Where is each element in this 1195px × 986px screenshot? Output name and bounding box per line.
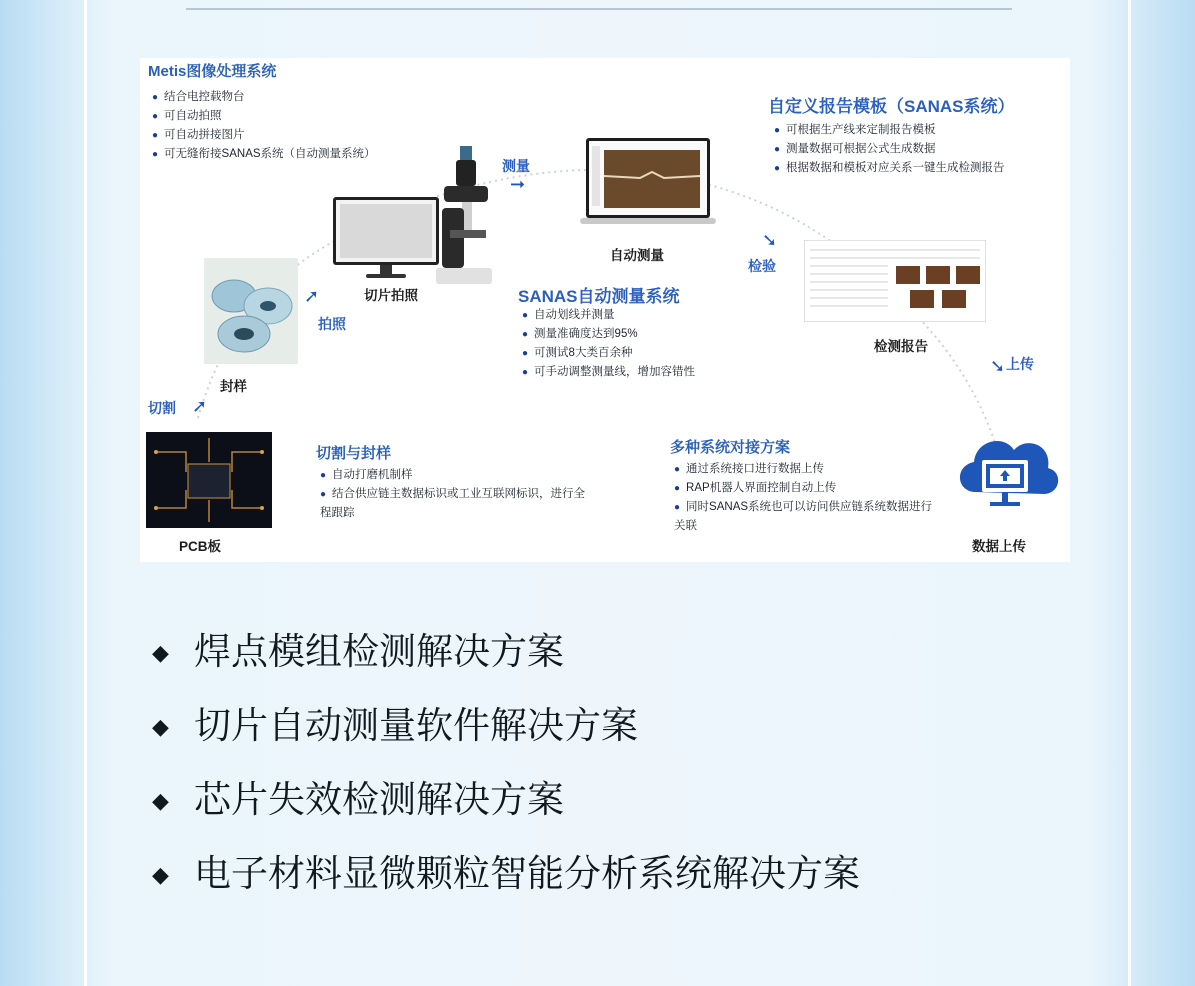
report-template-item: ● 可根据生产线来定制报告模板 [774, 121, 1005, 140]
sanas-item: ● 可手动调整测量线，增加容错性 [522, 363, 695, 382]
left-frame-line [84, 0, 87, 986]
cut-seal-list [320, 466, 590, 523]
solution-item [152, 837, 860, 911]
step-upload: 上传 [1006, 356, 1034, 372]
metis-list [152, 88, 376, 164]
multi-system-list [674, 460, 934, 536]
report-template-item: ● 根据数据和模板对应关系一键生成检测报告 [774, 159, 1005, 178]
diamond-bullet-icon: ◆ [152, 862, 169, 888]
arrow-icon: ➘ [990, 356, 1006, 376]
solutions-list [152, 615, 860, 911]
solution-text: 焊点模组检测解决方案 [194, 630, 564, 673]
step-photo: 拍照 [318, 316, 346, 332]
solution-text: 电子材料显微颗粒智能分析系统解决方案 [194, 852, 860, 895]
diamond-bullet-icon: ◆ [152, 788, 169, 814]
monitor-icon [332, 196, 440, 282]
metis-item: ● 可自动拍照 [152, 107, 376, 126]
node-slice-photo: 切片拍照 [364, 288, 418, 303]
top-divider [186, 8, 1012, 10]
step-cut: 切割 [148, 400, 176, 416]
step-inspect: 检验 [748, 258, 776, 274]
sanas-item: ● 自动划线并测量 [522, 306, 695, 325]
seal-samples-image [204, 258, 298, 364]
report-document [804, 240, 986, 322]
multi-system-item: ● RAP机器人界面控制自动上传 [674, 479, 934, 498]
microscope-icon [436, 146, 496, 286]
arrow-icon: ➘ [762, 230, 778, 250]
solution-item [152, 689, 860, 763]
report-template-list [774, 121, 1005, 178]
solution-item [152, 615, 860, 689]
solution-text: 芯片失效检测解决方案 [194, 778, 564, 821]
metis-title: Metis图像处理系统 [148, 63, 277, 80]
metis-item: ● 可无缝衔接SANAS系统（自动测量系统） [152, 145, 376, 164]
sanas-item: ● 可测试8大类百余种 [522, 344, 695, 363]
node-seal: 封样 [220, 379, 247, 394]
node-pcb: PCB板 [179, 539, 222, 554]
right-frame-line [1128, 0, 1131, 986]
arrow-icon: ➚ [304, 286, 320, 306]
laptop-icon [580, 138, 716, 228]
pcb-image [146, 432, 272, 528]
cloud-upload-icon [948, 424, 1062, 524]
node-report: 检测报告 [874, 339, 928, 354]
report-template-title: 自定义报告模板（SANAS系统） [768, 97, 1015, 116]
node-upload: 数据上传 [972, 539, 1026, 554]
metis-item: ● 结合电控载物台 [152, 88, 376, 107]
multi-system-title: 多种系统对接方案 [670, 439, 791, 456]
cut-seal-item: ● 结合供应链主数据标识或工业互联网标识，进行全程跟踪 [320, 485, 590, 523]
arrow-icon: ➚ [192, 396, 208, 416]
multi-system-item: ● 同时SANAS系统也可以访问供应链系统数据进行关联 [674, 498, 934, 536]
sanas-list [522, 306, 695, 382]
cut-seal-title: 切割与封样 [316, 445, 392, 462]
report-template-item: ● 测量数据可根据公式生成数据 [774, 140, 1005, 159]
step-measure: 测量 [502, 158, 530, 174]
solution-item [152, 763, 860, 837]
diamond-bullet-icon: ◆ [152, 714, 169, 740]
node-auto-measure: 自动测量 [610, 248, 664, 263]
sanas-item: ● 测量准确度达到95% [522, 325, 695, 344]
process-diagram [140, 58, 1070, 562]
diamond-bullet-icon: ◆ [152, 640, 169, 666]
multi-system-item: ● 通过系统接口进行数据上传 [674, 460, 934, 479]
sanas-title: SANAS自动测量系统 [518, 287, 680, 306]
cut-seal-item: ● 自动打磨机制样 [320, 466, 590, 485]
metis-item: ● 可自动拼接图片 [152, 126, 376, 145]
solution-text: 切片自动测量软件解决方案 [194, 704, 638, 747]
arrow-icon: ➞ [510, 174, 526, 194]
